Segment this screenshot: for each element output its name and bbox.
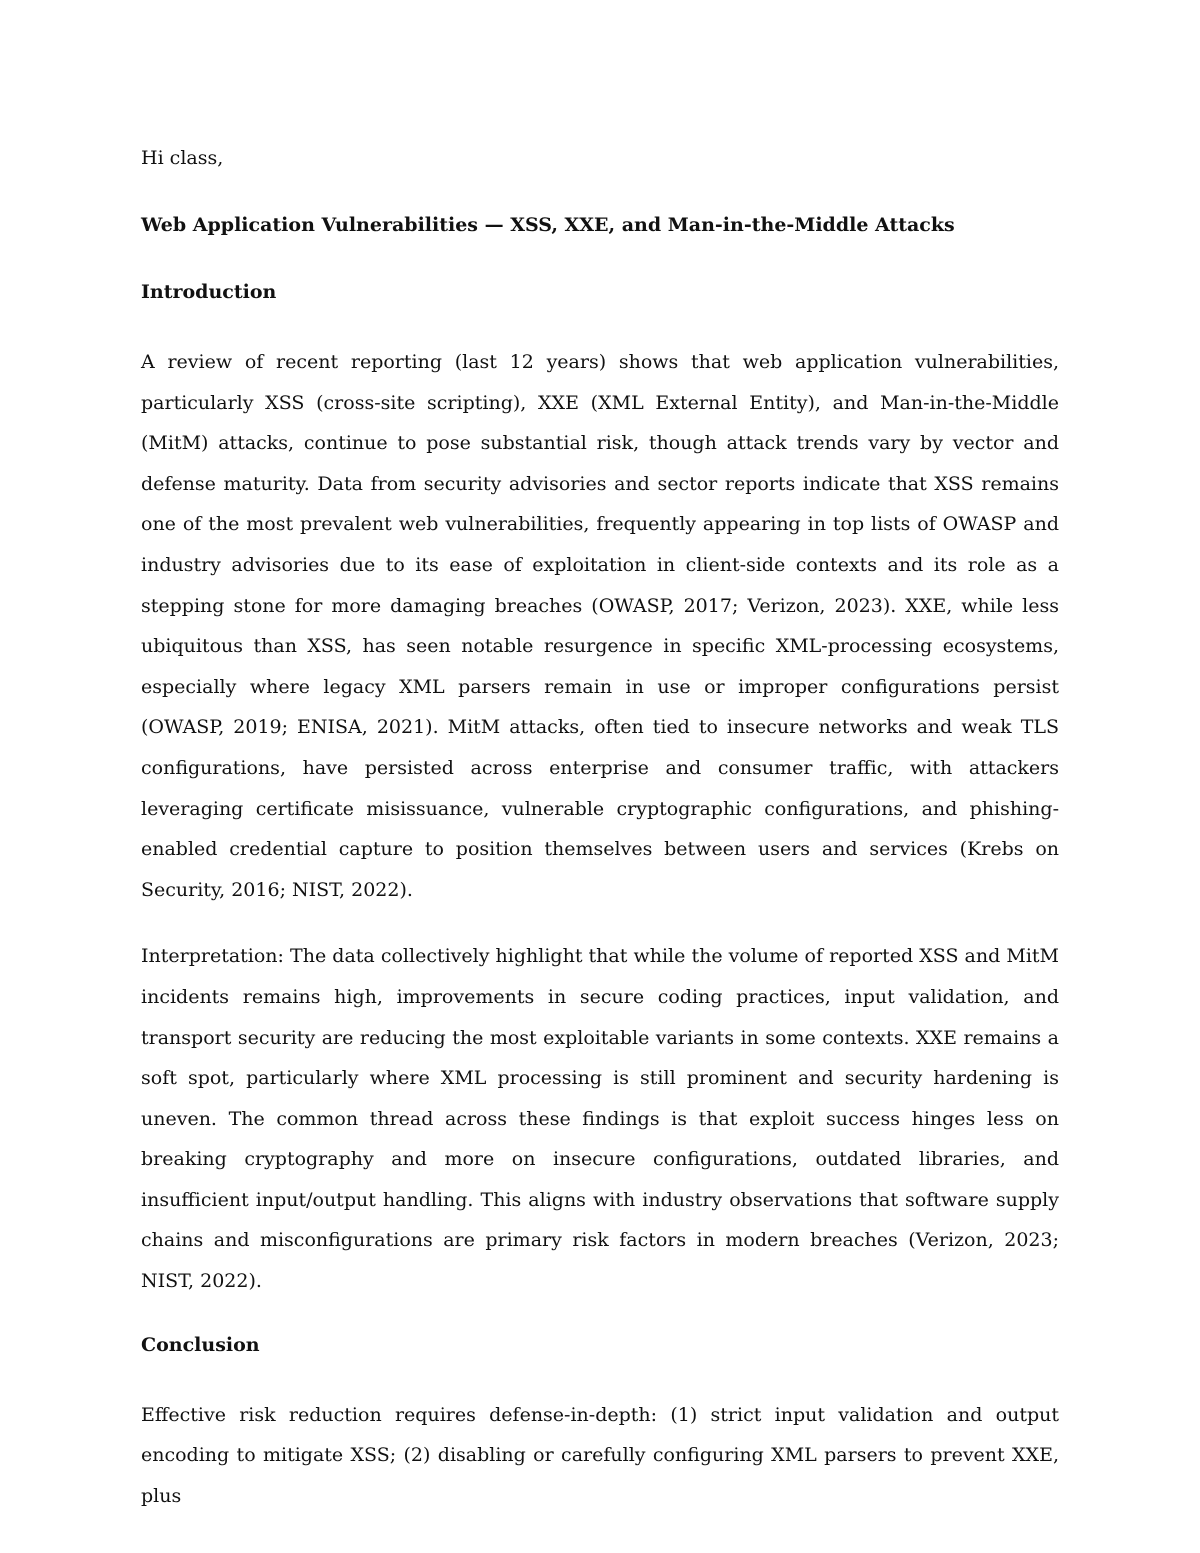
conclusion-heading: Conclusion: [141, 1333, 260, 1356]
introduction-paragraph: A review of recent reporting (last 12 years) shows that web application vulnerabilities, particularly XSS (cross-site scripting), XXE (XML External Entity), and Man-in-the-Middle (MitM) attacks, continue to pose substantial risk, though attack trends vary by vector and defense maturity. Data from security advisories and sector reports indicate that XSS remains one of the most prevalent web vulnerabilities, frequently appearing in top lists of OWASP and industry advisories due to its ease of exploitation in client-side contexts and its role as a stepping stone for more damaging breaches (OWASP, 2017; Verizon, 2023). XXE, while less ubiquitous than XSS, has seen notable resurgence in specific XML-processing ecosystems, especially where legacy XML parsers remain in use or improper configurations persist (OWASP, 2019; ENISA, 2021). MitM attacks, often tied to insecure networks and weak TLS configurations, have persisted across enterprise and consumer traffic, with attackers leveraging certificate misissuance, vulnerable cryptographic configurations, and phishing-enabled credential capture to position themselves between users and services (Krebs on Security, 2016; NIST, 2022).: [141, 351, 1059, 901]
greeting: Hi class,: [141, 147, 224, 169]
conclusion-paragraph: Effective risk reduction requires defense-in-depth: (1) strict input validation and output encoding to mitigate XSS; (2) disabling or carefully configuring XML parsers to prevent XXE, plus: [141, 1403, 1059, 1507]
document-body: [141, 141, 1059, 1516]
introduction-heading: Introduction: [141, 281, 277, 303]
document-title: Web Application Vulnerabilities — XSS, XXE, and Man-in-the-Middle Attacks: [141, 214, 955, 236]
interpretation-paragraph: Interpretation: The data collectively highlight that while the volume of reported XSS and MitM incidents remains high, improvements in secure coding practices, input validation, and transport security are reducing the most exploitable variants in some contexts. XXE remains a soft spot, particularly where XML processing is still prominent and security hardening is uneven. The common thread across these findings is that exploit success hinges less on breaking cryptography and more on insecure configurations, outdated libraries, and insufficient input/output handling. This aligns with industry observations that software supply chains and misconfigurations are primary risk factors in modern breaches (Verizon, 2023; NIST, 2022).: [141, 945, 1059, 1293]
